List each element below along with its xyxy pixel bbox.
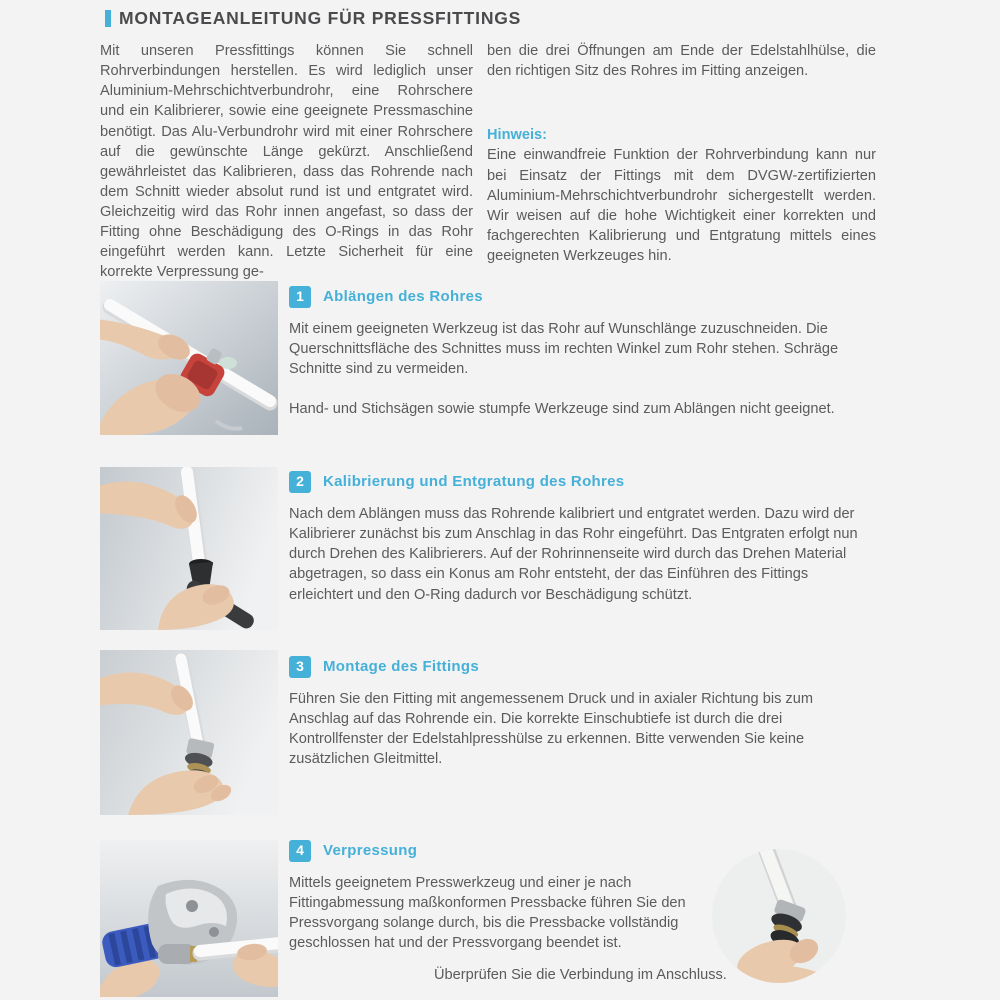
step-2-body: Nach dem Ablängen muss das Rohrende kalibriert und entgratet werden. Dazu wird der Kalibrierer zunächst bis zum Anschlag in das Rohr eingeführt. Das Entgraten erfolgt nun durch Drehen des Kalibrierers. Auf der Rohrinnenseite wird durch das Drehen Material abgetragen, so dass ein Konus am Rohr entsteht, der das Einführen des Fittings erleichtert und den O-Ring dadurch vor Beschädigung schützt.	[289, 506, 858, 603]
intro-right-paragraph: ben die drei Öffnungen am Ende der Edelstahlhülse, die den richtigen Sitz des Rohres im Fitting anzeigen.	[487, 43, 876, 80]
step-1-body: Mit einem geeigneten Werkzeug ist das Rohr auf Wunschlänge zuzuschneiden. Die Querschnittsfläche des Schnittes muss im rechten Winkel zum Rohr stehen. Schräge Schnitte sind zu vermeiden.	[289, 321, 839, 378]
step-3	[289, 656, 859, 770]
step-1-photo	[100, 281, 278, 435]
step-2	[289, 471, 859, 605]
step-3-title: Montage des Fittings	[323, 657, 479, 675]
intro-left-column: Mit unseren Pressfittings können Sie schnell Rohrverbindungen herstellen. Es wird lediglich unser Aluminium-Mehrschichtverbundrohr, eine Rohrschere und ein Kalibrierer, sowie eine geeignete Pressmaschine benötigt. Das Alu-Verbundrohr wird mit einer Rohrschere auf die gewünschte Länge gekürzt. Anschließend gewährleistet das Kalibrieren, dass das Rohrende nach dem Schnitt wieder absolut rund ist und entgratet wird. Gleichzeitig wird das Rohr innen angefast, so dass der Fitting ohne Beschädigung des O-Rings in das Rohr eingeführt werden kann. Letzte Sicherheit für eine korrekte Verpressung ge-	[100, 43, 473, 281]
press-tool-illustration	[100, 840, 278, 997]
intro-right-column	[487, 41, 876, 266]
note-body: Eine einwandfreie Funktion der Rohrverbindung kann nur bei Einsatz der Fittings mit dem DVGW-zertifizierten Aluminium-Mehrschichtverbundrohr sichergestellt werden. Wir weisen auf die hohe Wichtigkeit einer korrekten und fachgerechten Kalibrierung und Entgratung mittels eines geeigneten Werkzeuges hin.	[487, 147, 876, 264]
step-3-number-badge: 3	[289, 656, 311, 678]
step-2-title: Kalibrierung und Entgratung des Rohres	[323, 472, 625, 490]
pressed-fitting-illustration	[712, 849, 846, 983]
note-label: Hinweis:	[487, 127, 548, 144]
step-4-header	[289, 840, 737, 862]
page-title: MONTAGEANLEITUNG FÜR PRESSFITTINGS	[119, 8, 522, 28]
step-1-body-2: Hand- und Stichsägen sowie stumpfe Werkzeuge sind zum Ablängen nicht geeignet.	[289, 401, 835, 418]
step-2-number-badge: 2	[289, 471, 311, 493]
step-4-photo	[100, 840, 278, 997]
step-3-header	[289, 656, 859, 678]
step-4	[289, 840, 737, 954]
footer-note: Überprüfen Sie die Verbindung im Anschluss.	[434, 967, 727, 983]
step-4-number-badge: 4	[289, 840, 311, 862]
step-1	[289, 286, 856, 420]
step-4-title: Verpressung	[323, 841, 418, 859]
step-1-number-badge: 1	[289, 286, 311, 308]
step-1-title: Ablängen des Rohres	[323, 287, 483, 305]
step-2-photo	[100, 467, 278, 630]
step-4-body: Mittels geeignetem Presswerkzeug und einer je nach Fittingabmessung maßkonformen Pressbacke führen Sie den Pressvorgang solange durch, bis die Pressbacke vollständig geschlossen hat und der Pressvorgang beendet ist.	[289, 875, 686, 952]
step-3-photo	[100, 650, 278, 815]
pipe-cutter-illustration	[100, 281, 278, 435]
step-3-body: Führen Sie den Fitting mit angemessenem Druck und in axialer Richtung bis zum Anschlag auf das Rohrende ein. Die korrekte Einschubtiefe ist durch die drei Kontrollfenster der Edelstahlpresshülse zu erkennen. Bitte verwenden Sie keine zusätzlichen Gleitmittel.	[289, 691, 813, 768]
calibrator-illustration	[100, 467, 278, 630]
pressed-connection-detail-photo	[712, 849, 846, 983]
step-2-header	[289, 471, 859, 493]
accent-bar	[105, 10, 111, 27]
step-1-header	[289, 286, 856, 308]
header	[105, 6, 521, 30]
fitting-assembly-illustration	[100, 650, 278, 815]
